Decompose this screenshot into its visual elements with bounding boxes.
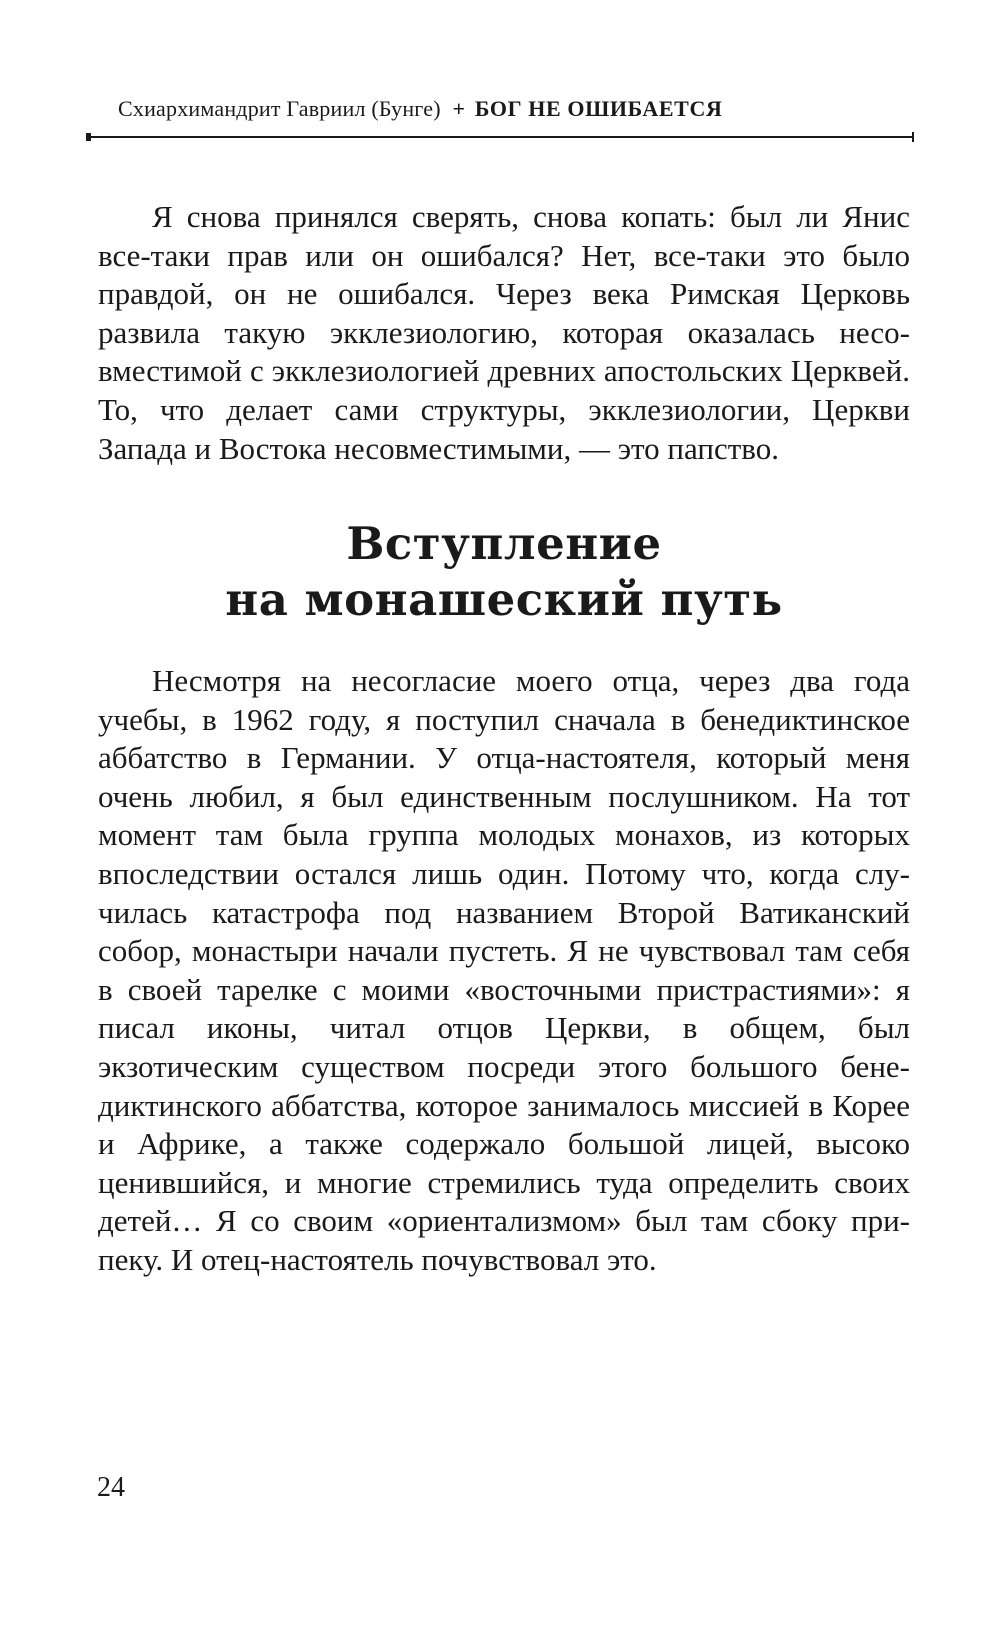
paragraph-1: Я снова принялся сверять, снова копать: был ли Янис все-таки прав или он ошибался? Нет, все-таки это было правдой, он не ошибался. Через века Римская Церковь развила такую экклезиологию, которая оказалась несовместимой с экклезиологией древних апостольских Церквей. То, что делает сами структуры, экклезиологии, Церкви Запада и Востока несовместимыми, — это папство. <box>98 199 910 466</box>
header-rule-right-cap <box>912 132 914 142</box>
running-header <box>118 96 722 122</box>
section-heading-line-1: Вступление <box>346 517 662 570</box>
section-heading <box>98 516 910 628</box>
header-book-title: БОГ НЕ ОШИБАЕТСЯ <box>474 96 723 121</box>
cross-icon: + <box>452 96 466 121</box>
header-rule-left-cap <box>86 133 91 141</box>
header-rule <box>88 136 914 138</box>
section-heading-line-2: на монашеский путь <box>225 573 783 626</box>
paragraph-2: Несмотря на несогласие моего отца, через два года учебы, в 1962 году, я поступил сначала в бенедиктинское аббатство в Германии. У отца-настоятеля, который меня очень любил, я был единственным послушником. На тот момент там была группа молодых монахов, из которых впоследствии остался лишь один. Потому что, когда случилась катастрофа под названием Второй Ватиканский собор, монастыри начали пустеть. Я не чувствовал там себя в своей тарелке с моими «восточными пристрастиями»: я писал иконы, читал отцов Церкви, в общем, был экзотическим существом посреди этого большого бенедиктинского аббатства, которое занималось миссией в Корее и Африке, а также содержало большой лицей, высоко ценившийся, и многие стремились туда определить своих детей… Я со своим «ориентализмом» был там сбоку припеку. И отец-настоятель почувствовал это. <box>98 663 910 1277</box>
header-author: Схиархимандрит Гавриил (Бунге) <box>118 96 441 121</box>
page-number: 24 <box>97 1472 125 1503</box>
